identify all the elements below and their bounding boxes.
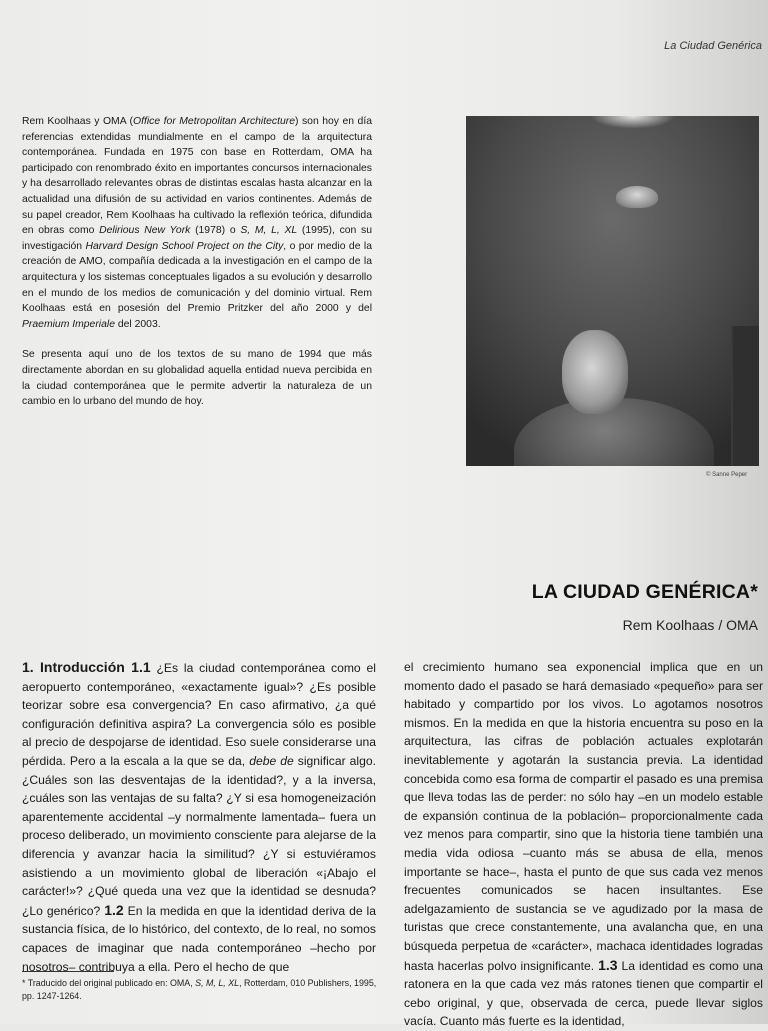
article-author: Rem Koolhaas / OMA — [622, 617, 758, 633]
section-number: 1.2 — [104, 901, 124, 918]
prize-name: Praemium Imperiale — [22, 318, 115, 330]
author-bio — [22, 114, 372, 425]
section-number: 1.3 — [598, 956, 618, 973]
article-title: LA CIUDAD GENÉRICA* — [531, 581, 758, 603]
portrait-head — [562, 330, 628, 414]
office-name: Office for Metropolitan Architecture — [133, 116, 296, 127]
body-paragraph: 1. Introducción 1.1 ¿Es la ciudad contemporánea como el aeropuerto contemporáneo, «exactamente igual»? ¿Es posible teorizar sobre esa convergencia? En caso afirmativo, ¿a qué configuración definitiva aspira? La convergencia sólo es posible al precio de despojarse de identidad. Eso suele considerarse una pérdida. Pero a la escala a la que se da, debe de significar algo. ¿Cuáles son las desventajas de la identidad?, y a la inversa, ¿cuáles son las ventajas de su falta? ¿Y si esa homogeneización aparentemente accidental –y normalmente lamentada– fuera un proceso deliberado, un movimiento consciente para alejarse de la diferencia y avanzar hacia la similitud? ¿Y si estuviéramos asistiendo a un movimiento global de liberación «¡Abajo el carácter!»? ¿Qué queda una vez que la identidad se desnuda? ¿Lo genérico? 1.2 En la medida en que la identidad deriva de la sustancia física, de lo histórico, del contexto, de lo real, no somos capaces de imaginar que nada contemporáneo –hecho por nosotros– contribuya a ella. Pero el hecho de que — [22, 659, 377, 974]
body-paragraph: el crecimiento humano sea exponencial implica que en un momento dado el pasado se hará demasiado «pequeño» para ser habitado y compartido por los vivos. Lo agotamos nosotros mismos. En la medida en que la historia encuentra su poso en la arquitectura, las cifras de población actuales explotarán inevitablemente y agotarán la sustancia previa. La identidad concebida como esa forma de compartir el pasado es una premisa que lleva todas las de perder: no sólo hay –en un modelo estable de expansión continua de la población– proporcionalmente cada vez menos para compartir, sino que la historia tiene también una media vida odiosa –cuanto más se abusa de ella, menos importante se hace–, hasta el punto de que sus cada vez menos frecuentes comunicados se hacen insultantes. Ese adelgazamiento de sustancia se ve agudizado por la masa de turistas que crece constantemente, una avalancha que, en una búsqueda perpetua de «carácter», machaca identidades logradas hasta hacerlas polvo insignificante. 1.3 La identidad es como una ratonera en la que cada vez más ratones tienen que compartir el cebo original, y que, observada de cerca, puede llevar siglos vacía. Cuanto más fuerte es la identidad, — [404, 660, 764, 1029]
book-title: Delirious New York — [99, 225, 191, 237]
photo-credit: © Sanne Peper — [706, 472, 748, 478]
book-title: Harvard Design School Project on the City — [85, 240, 284, 252]
book-title: S, M, L, XL — [240, 225, 298, 237]
running-head: La Ciudad Genérica — [664, 40, 762, 52]
footnote: * Traducido del original publicado en: OMA, S, M, L, XL, Rotterdam, 010 Publishers, 1995, pp. 1247-1264. — [22, 978, 377, 1001]
ceiling-lamp — [616, 186, 658, 208]
body-column-2 — [404, 658, 763, 1031]
author-photo — [466, 116, 759, 466]
bio-paragraph-2: Se presenta aquí uno de los textos de su mano de 1994 que más directamente abordan en su globalidad aquella entidad nueva percibida en la ciudad contemporánea que le permite advertir la naturaleza de un cambio en lo urbano del mundo de hoy. — [22, 349, 372, 408]
door-frame — [731, 326, 759, 466]
body-column-1 — [22, 658, 376, 976]
footnote-divider — [22, 971, 114, 972]
bio-paragraph-1: Rem Koolhaas y OMA (Office for Metropolitan Architecture) son hoy en día referencias extendidas mundialmente en el campo de la arquitectura contemporánea. Fundada en 1975 con base en Rotterdam, OMA ha participado con renombrado éxito en importantes concursos internacionales y ha desarrollado relevantes obras de distintas escalas hasta alcanzar en la actualidad una difusión de su actividad en varios continentes. Además de su papel creador, Rem Koolhaas ha cultivado la reflexión teórica, difundida en obras como Delirious New York (1978) o S, M, L, XL (1995), con su investigación Harvard Design School Project on the City, o por medio de la creación de AMO, compañía dedicada a la investigación en el campo de la arquitectura y los sistemas conceptuales ligados a su evolución y desarrollo en el mundo de los medios de comunicación y del dominio virtual. Rem Koolhaas está en posesión del Premio Pritzker del año 2000 y del Praemium Imperiale del 2003. — [22, 116, 373, 330]
section-heading: 1. Introducción 1.1 — [22, 659, 151, 675]
